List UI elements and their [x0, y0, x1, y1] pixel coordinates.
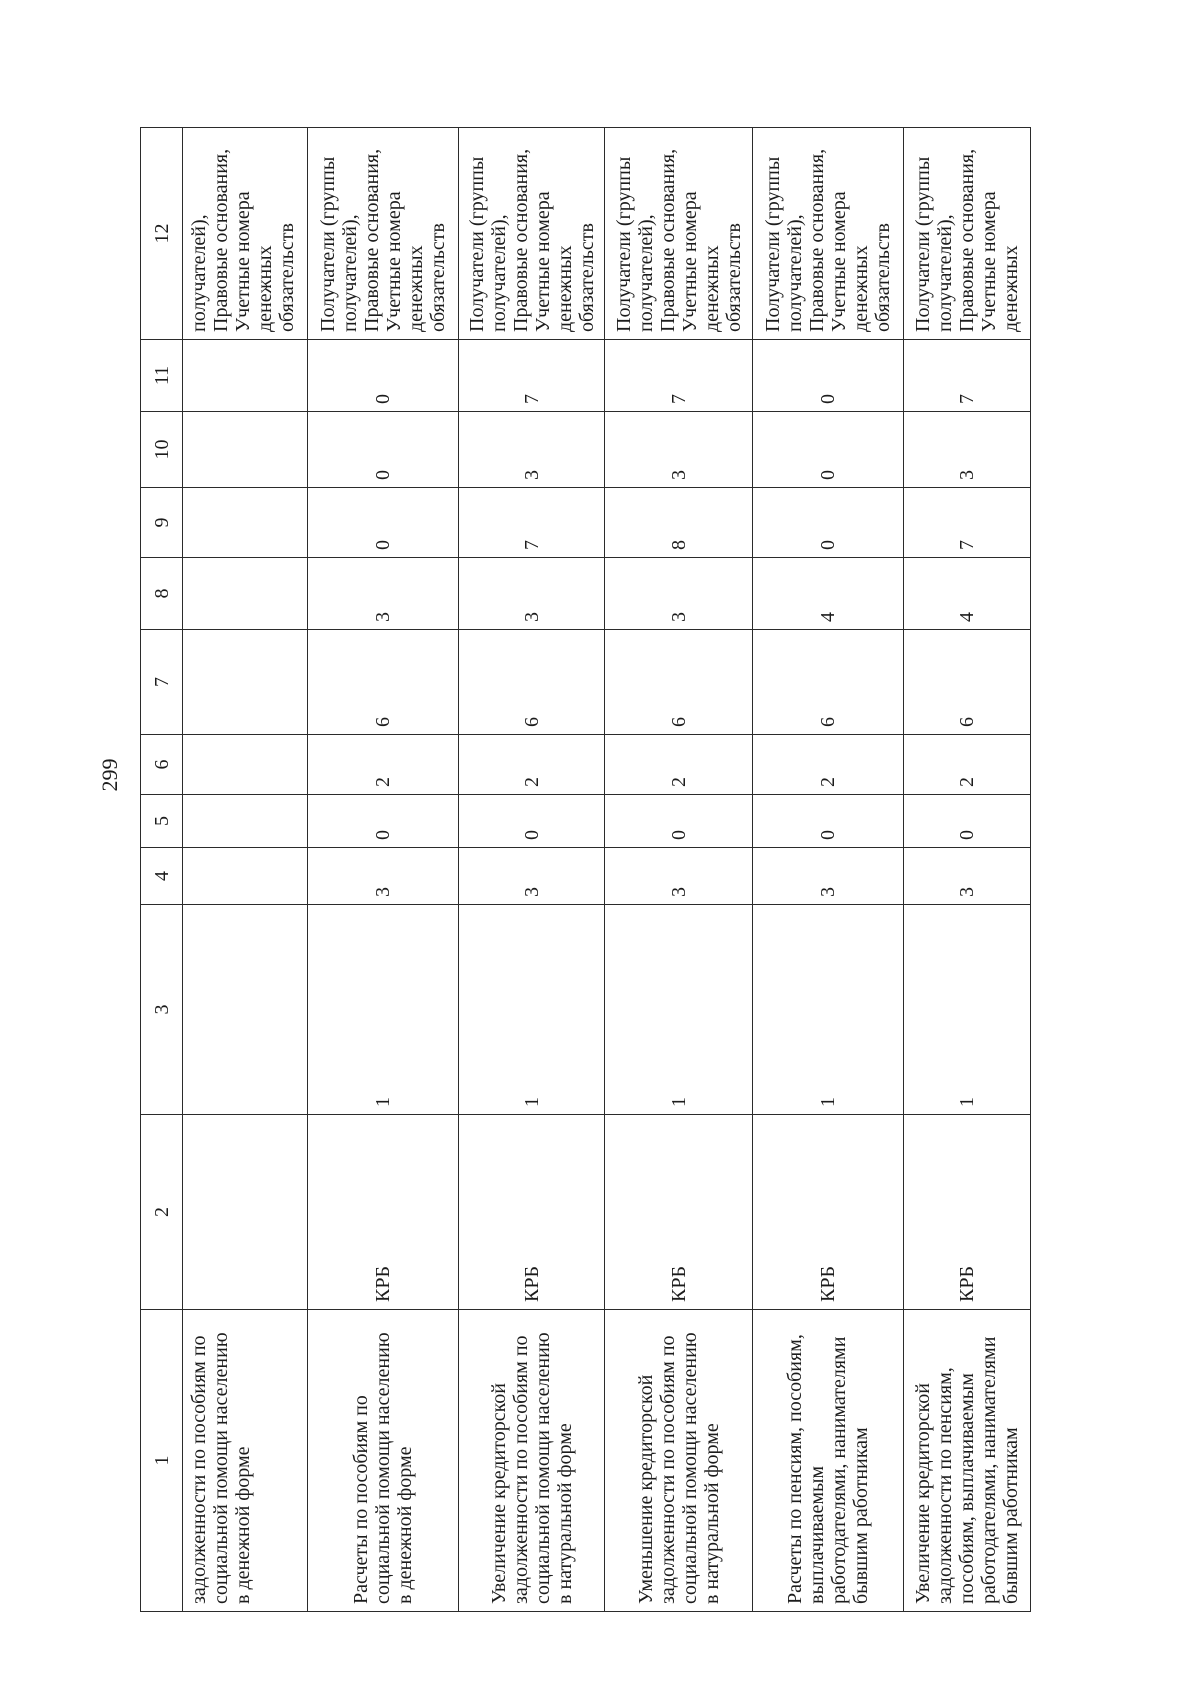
krb-cell: КРБ	[308, 1115, 459, 1310]
code-cell-col-11: 0	[308, 340, 459, 412]
indicator-name-cell: Уменьшение кредиторской задолженности по пособиям по социальной помощи населению в натуральной форме	[605, 1310, 753, 1612]
code-cell-col-9: 8	[605, 488, 753, 558]
column-header-2: 2	[141, 1115, 183, 1310]
code-cell-col-8: 3	[308, 558, 459, 630]
table-row	[753, 128, 904, 1612]
recipients-cell: Получатели (группы получателей), Правовые основания, Учетные номера денежных обязательств	[753, 128, 904, 340]
column-header-1: 1	[141, 1310, 183, 1612]
column-header-8: 8	[141, 558, 183, 630]
empty-cell	[183, 558, 308, 630]
code-cell-col-11: 7	[904, 340, 1031, 412]
code-cell-col-10: 3	[459, 412, 605, 488]
code-cell-col-5: 0	[308, 795, 459, 848]
code-cell-col-11: 7	[459, 340, 605, 412]
code-cell-col-10: 3	[605, 412, 753, 488]
code-cell-col-6: 2	[459, 735, 605, 795]
table-row	[605, 128, 753, 1612]
column-header-12: 12	[141, 128, 183, 340]
table-row	[308, 128, 459, 1612]
code-cell-col-4: 3	[308, 848, 459, 905]
code-cell-col-8: 4	[904, 558, 1031, 630]
code-cell-col-5: 0	[904, 795, 1031, 848]
column-header-11: 11	[141, 340, 183, 412]
code-cell-col-9: 0	[753, 488, 904, 558]
code-cell-col-8: 3	[459, 558, 605, 630]
column-header-3: 3	[141, 905, 183, 1115]
table-row	[183, 128, 308, 1612]
code-cell-col-3: 1	[904, 905, 1031, 1115]
code-cell-col-3: 1	[605, 905, 753, 1115]
empty-cell	[183, 340, 308, 412]
data-table	[140, 127, 1031, 1612]
empty-cell	[183, 1115, 308, 1310]
empty-cell	[183, 630, 308, 735]
code-cell-col-8: 4	[753, 558, 904, 630]
column-number-header-row	[141, 128, 183, 1612]
empty-cell	[183, 488, 308, 558]
column-header-4: 4	[141, 848, 183, 905]
code-cell-col-6: 2	[308, 735, 459, 795]
column-header-6: 6	[141, 735, 183, 795]
column-header-5: 5	[141, 795, 183, 848]
code-cell-col-10: 3	[904, 412, 1031, 488]
empty-cell	[183, 412, 308, 488]
code-cell-col-9: 7	[904, 488, 1031, 558]
code-cell-col-9: 0	[308, 488, 459, 558]
code-cell-col-4: 3	[753, 848, 904, 905]
empty-cell	[183, 795, 308, 848]
recipients-cell: Получатели (группы получателей), Правовые основания, Учетные номера денежных обязательств	[605, 128, 753, 340]
code-cell-col-3: 1	[459, 905, 605, 1115]
code-cell-col-6: 2	[904, 735, 1031, 795]
code-cell-col-5: 0	[459, 795, 605, 848]
indicator-name-cell: задолженности по пособиям по социальной помощи населению в денежной форме	[183, 1310, 308, 1612]
column-header-10: 10	[141, 412, 183, 488]
column-header-7: 7	[141, 630, 183, 735]
page-number: 299	[97, 758, 122, 792]
code-cell-col-11: 7	[605, 340, 753, 412]
column-header-9: 9	[141, 488, 183, 558]
table-row	[459, 128, 605, 1612]
indicator-name-cell: Расчеты по пособиям по социальной помощи населению в денежной форме	[308, 1310, 459, 1612]
krb-cell: КРБ	[753, 1115, 904, 1310]
indicator-name-cell: Расчеты по пенсиям, пособиям, выплачиваемым работодателями, нанимателями бывшим работникам	[753, 1310, 904, 1612]
table-row	[904, 128, 1031, 1612]
code-cell-col-10: 0	[753, 412, 904, 488]
recipients-cell: Получатели (группы получателей), Правовые основания, Учетные номера денежных	[904, 128, 1031, 340]
code-cell-col-4: 3	[904, 848, 1031, 905]
code-cell-col-5: 0	[753, 795, 904, 848]
code-cell-col-6: 2	[605, 735, 753, 795]
empty-cell	[183, 735, 308, 795]
indicator-name-cell: Увеличение кредиторской задолженности по пособиям по социальной помощи населению в натуральной форме	[459, 1310, 605, 1612]
code-cell-col-3: 1	[753, 905, 904, 1115]
krb-cell: КРБ	[904, 1115, 1031, 1310]
recipients-cell: Получатели (группы получателей), Правовые основания, Учетные номера денежных обязательств	[459, 128, 605, 340]
code-cell-col-7: 6	[605, 630, 753, 735]
code-cell-col-4: 3	[605, 848, 753, 905]
recipients-cell: получателей), Правовые основания, Учетные номера денежных обязательств	[183, 128, 308, 340]
code-cell-col-7: 6	[308, 630, 459, 735]
code-cell-col-4: 3	[459, 848, 605, 905]
indicator-name-cell: Увеличение кредиторской задолженности по пенсиям, пособиям, выплачиваемым работодателями, нанимателями бывшим работникам	[904, 1310, 1031, 1612]
code-cell-col-7: 6	[753, 630, 904, 735]
code-cell-col-11: 0	[753, 340, 904, 412]
code-cell-col-6: 2	[753, 735, 904, 795]
code-cell-col-3: 1	[308, 905, 459, 1115]
code-cell-col-5: 0	[605, 795, 753, 848]
code-cell-col-7: 6	[904, 630, 1031, 735]
empty-cell	[183, 905, 308, 1115]
code-cell-col-10: 0	[308, 412, 459, 488]
code-cell-col-9: 7	[459, 488, 605, 558]
empty-cell	[183, 848, 308, 905]
code-cell-col-7: 6	[459, 630, 605, 735]
recipients-cell: Получатели (группы получателей), Правовые основания, Учетные номера денежных обязательств	[308, 128, 459, 340]
krb-cell: КРБ	[605, 1115, 753, 1310]
code-cell-col-8: 3	[605, 558, 753, 630]
krb-cell: КРБ	[459, 1115, 605, 1310]
